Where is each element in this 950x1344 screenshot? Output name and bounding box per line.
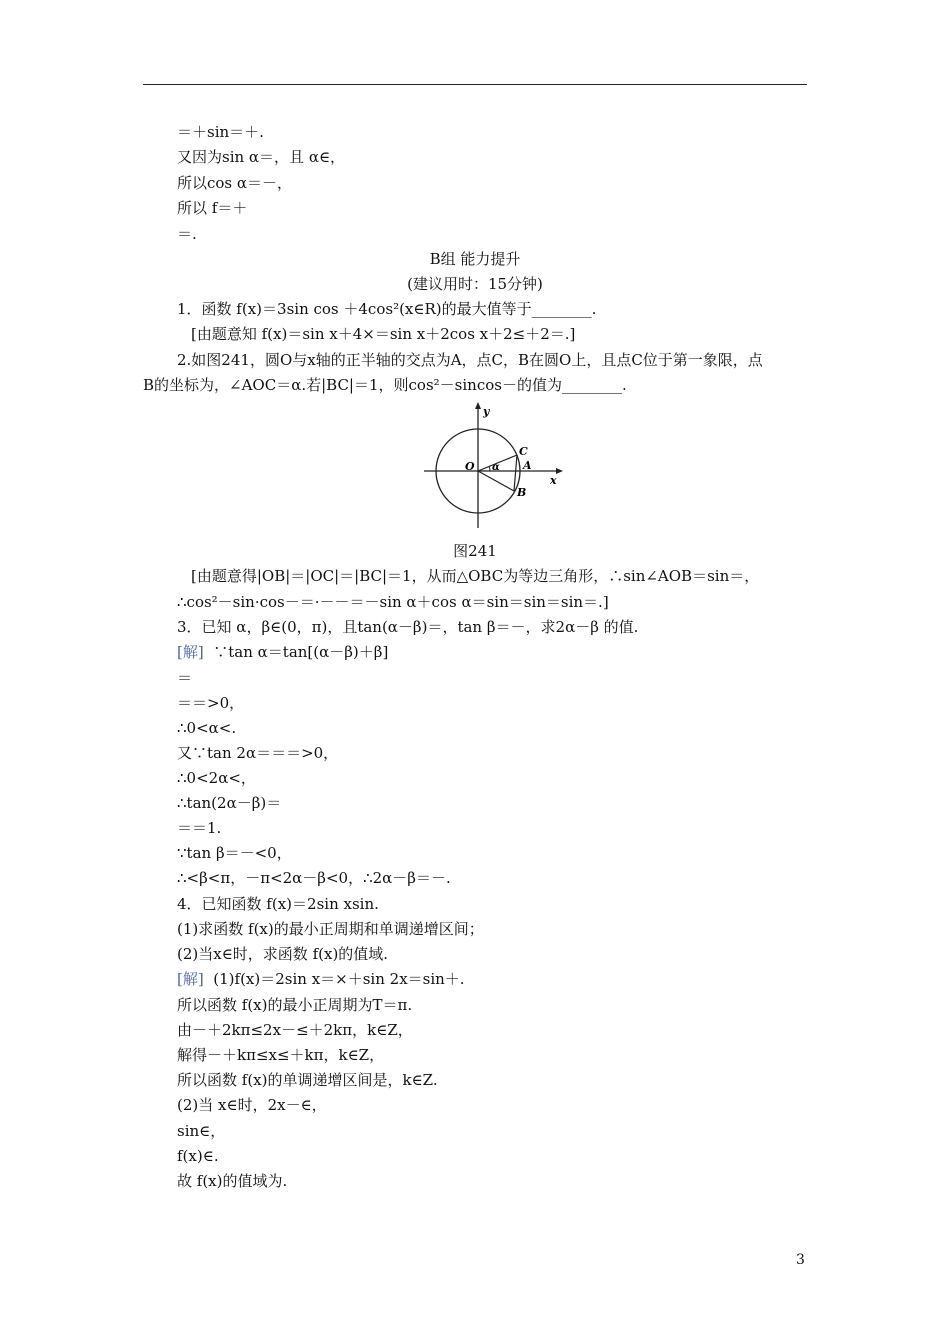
- solution-line: 又∵tan 2α＝＝＝>0，: [177, 744, 339, 762]
- answer-1: [由题意知 f(x)＝sin x＋4×＝sin x＋2cos x＋2≤＋2＝.]: [191, 325, 576, 343]
- solution-line: (1)f(x)＝2sin x＝×＋sin 2x＝sin＋.: [213, 970, 465, 988]
- solution-line: ∵tan α＝tan[(α－β)＋β]: [213, 643, 389, 661]
- x-axis-label: x: [550, 474, 557, 487]
- text-line: 所以 f＝＋: [177, 199, 248, 217]
- problem-3: 3．已知 α，β∈(0，π)，且tan(α－β)＝，tan β＝－，求2α－β 的值.: [177, 618, 639, 636]
- point-a-label: A: [523, 459, 532, 472]
- problem-2: 2.如图241，圆O与x轴的正半轴的交点为A，点C，B在圆O上，且点C位于第一象限，点: [177, 351, 763, 369]
- problem-4-part-1: (1)求函数 f(x)的最小正周期和单调递增区间；: [177, 920, 484, 938]
- angle-alpha-label: α: [492, 462, 500, 473]
- solution-line: f(x)∈.: [177, 1147, 219, 1165]
- point-b-label: B: [517, 486, 527, 499]
- y-axis-label: y: [483, 405, 490, 418]
- solution-tag: [解]: [177, 643, 204, 661]
- solution-line: ＝＝>0，: [177, 694, 245, 712]
- solution-line: 解得－＋kπ≤x≤＋kπ，k∈Z，: [177, 1046, 385, 1064]
- problem-4: 4．已知函数 f(x)＝2sin xsin.: [177, 895, 379, 913]
- solution-line: ＝: [177, 669, 193, 687]
- solution-line: (2)当 x∈时，2x－∈，: [177, 1096, 327, 1114]
- problem-1: 1．函数 f(x)＝3sin cos ＋4cos²(x∈R)的最大值等于________.: [177, 300, 597, 318]
- solution-line: ∴<β<π，－π<2α－β<0，∴2α－β＝－.: [177, 869, 451, 887]
- figure-caption: 图241: [453, 542, 497, 560]
- solution-line: 所以函数 f(x)的单调递增区间是，k∈Z.: [177, 1071, 438, 1089]
- time-hint: (建议用时：15分钟): [407, 275, 543, 293]
- header-rule: [143, 84, 807, 85]
- solution-tag: [解]: [177, 970, 204, 988]
- text-line: 所以cos α＝－，: [177, 174, 293, 192]
- solution-line: 由－＋2kπ≤2x－≤＋2kπ，k∈Z，: [177, 1021, 413, 1039]
- solution-line: sin∈，: [177, 1122, 226, 1140]
- origin-label: O: [465, 460, 475, 473]
- solution-line: 所以函数 f(x)的最小正周期为T＝π.: [177, 996, 413, 1014]
- answer-2-cont: ∴cos²－sin·cos－＝·－－＝－sin α＋cos α＝sin＝sin＝sin＝.]: [177, 593, 609, 611]
- solution-line: ∴0<2α<，: [177, 769, 256, 787]
- solution-line: ∵tan β＝－<0，: [177, 844, 292, 862]
- page-number: 3: [796, 1252, 805, 1268]
- solution-line: 故 f(x)的值域为.: [177, 1172, 288, 1190]
- solution-line: ＝＝1.: [177, 819, 222, 837]
- solution-line: ∴0<α<.: [177, 719, 237, 737]
- answer-2: [由题意得|OB|＝|OC|＝|BC|＝1，从而△OBC为等边三角形，∴sin∠AOB＝sin＝，: [191, 567, 760, 585]
- problem-2-cont: B的坐标为，∠AOC＝α.若|BC|＝1，则cos²－sincos－的值为________.: [143, 376, 627, 394]
- text-line: 又因为sin α＝，且 α∈，: [177, 148, 346, 166]
- section-heading: B组 能力提升: [429, 250, 521, 268]
- text-line: ＝.: [177, 225, 197, 243]
- unit-circle-figure: [418, 400, 568, 530]
- text-line: ＝＋sin＝＋.: [177, 123, 264, 141]
- problem-4-part-2: (2)当x∈时，求函数 f(x)的值域.: [177, 945, 389, 963]
- point-c-label: C: [519, 445, 528, 458]
- solution-line: ∴tan(2α－β)＝: [177, 794, 282, 812]
